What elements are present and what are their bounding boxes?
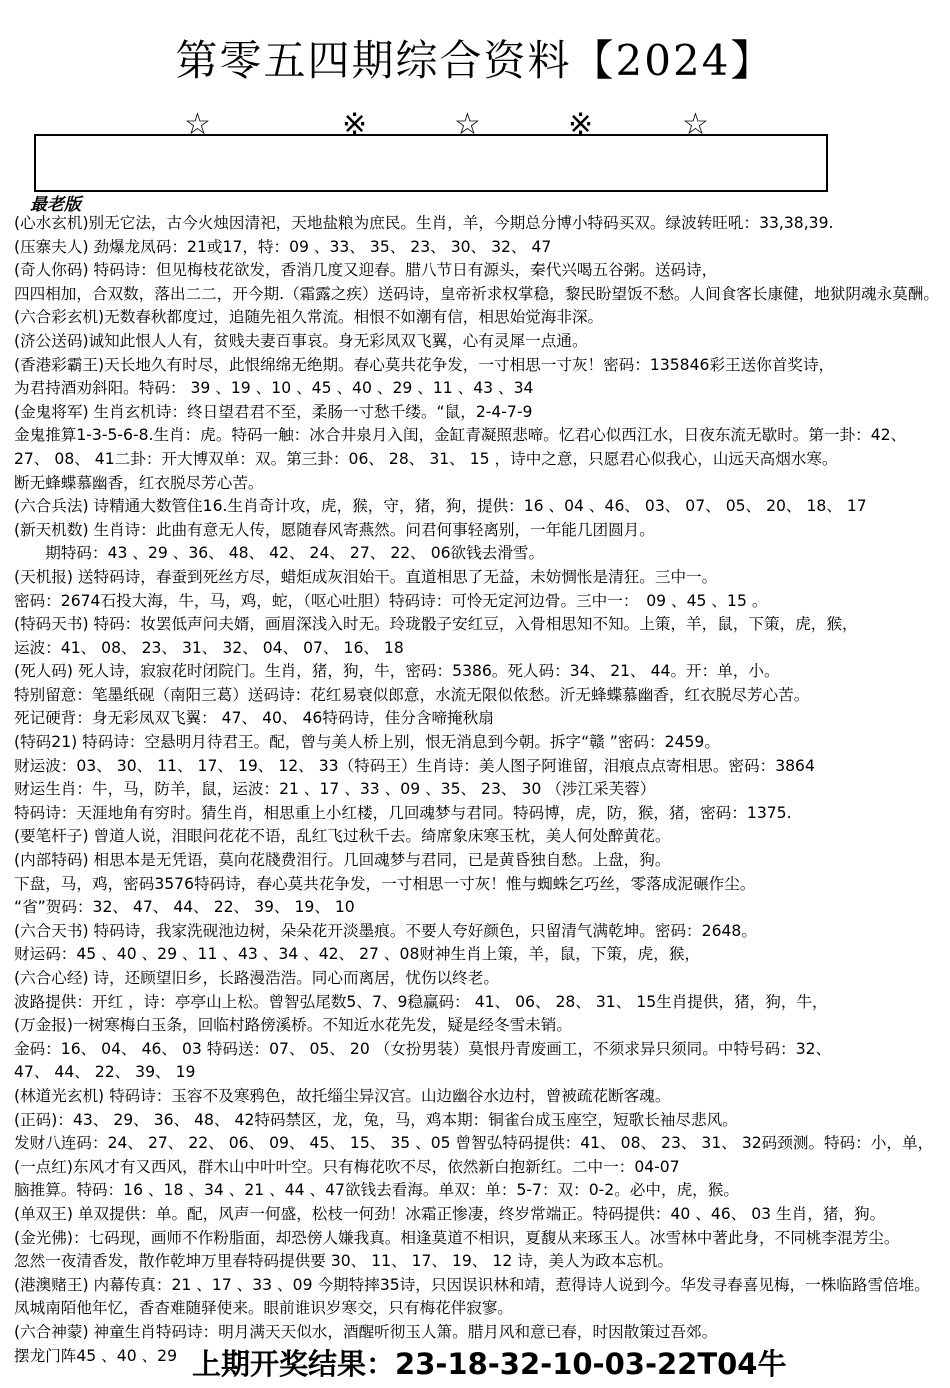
text-line: (内部特码) 相思本是无凭语，莫向花牋费泪行。几回魂梦与君同，已是黄昏独自愁。上盘，狗。 <box>14 851 671 870</box>
text-line: 特码诗：天涯地角有穷时。猜生肖，相思重上小红楼，几回魂梦与君同。特码博，虎，防，猴，猪，密码：1375. <box>14 803 792 822</box>
text-line: (要笔杆子) 曾道人说，泪眼问花花不语，乱红飞过秋千去。绮席象床寒玉枕，美人何处醉黄花。 <box>14 827 671 846</box>
text-line: 四四相加，合双数，落出二二，开今期.（霜露之疾）送码诗，皇帝祈求权掌稳，黎民盼望饭不愁。人间食客长康健，地狱阴魂永莫酬。 <box>14 284 939 303</box>
text-line: 发财八连码：24、 27、 22、 06、 09、 45、 15、 35 、05 曾智弘特码提供：41、 08、 23、 31、 32码颈测。特码：小，单， <box>14 1134 934 1153</box>
text-line: (六合兵法) 诗精通大数管住16.生肖奇计攻，虎，猴，守，猪，狗，提供：16 、04 、46、 03、 07、 05、 20、 18、 17 <box>14 497 867 516</box>
text-line: (一点红)东风才有又西风，群木山中叶叶空。只有梅花吹不尽，依然新白抱新红。二中一：04-07 <box>14 1157 680 1176</box>
text-line: 摆龙门阵45 、40 、29 <box>14 1346 178 1365</box>
text-line: 47、 44、 22、 39、 19 <box>14 1063 196 1082</box>
text-line: 金鬼推算1-3-5-6-8.生肖：虎。特码一触：冰合井泉月入闺，金缸青凝照悲啼。忆君心似西江水，日夜东流无歇时。第一卦：42、 <box>14 426 907 445</box>
text-line: (特码天书) 特码：妆罢低声问夫婿，画眉深浅入时无。玲珑骰子安红豆，入骨相思知不知。上策，羊，鼠，下策，虎，猴， <box>14 615 858 634</box>
text-line: 财运波：03、 30、 11、 17、 19、 12、 33（特码王）生肖诗：美人图子阿谁留，泪痕点点寄相思。密码：3864 <box>14 756 815 775</box>
text-line: (新天机数) 生肖诗：此曲有意无人传，愿随春风寄燕然。问君何事轻离别，一年能几团圆月。 <box>14 520 655 539</box>
text-line: (金光佛)：七码现，画师不作粉脂面，却恐傍人嫌我真。相逢莫道不相识，夏馥从来琢玉人。冰雪林中著此身，不同桃李混芳尘。 <box>14 1228 900 1247</box>
asterisk-icon: ※ <box>342 107 368 142</box>
text-line: 密码：2674石投大海，牛，马，鸡，蛇，（呕心吐胆）特码诗：可怜无定河边骨。三中一： 09 、45 、15 。 <box>14 591 768 610</box>
asterisk-icon: ※ <box>568 107 594 142</box>
text-line: (港澳赌王) 内幕传真：21 、17 、33 、09 今期特摔35诗，只因误识林和靖，惹得诗人说到今。华发寻春喜见梅，一株临路雪倍堆。 <box>14 1275 930 1294</box>
result-numbers: 23-18-32-10-03-22T04牛 <box>395 1347 787 1381</box>
text-line: 忽然一夜清香发，散作乾坤万里春特码提供要 30、 11、 17、 19、 12 诗，美人为政本忘机。 <box>14 1252 674 1271</box>
version-label: 最老版 <box>30 195 81 215</box>
text-line: (林道光玄机) 特码诗：玉容不及寒鸦色，故托缁尘异汉宫。山边幽谷水边村，曾被疏花断客魂。 <box>14 1086 671 1105</box>
text-line: (单双王) 单双提供：单。配，风声一何盛，松枝一何劲！冰霜正惨凄，终岁常端正。特码提供：40 、46、 03 生肖，猪，狗。 <box>14 1204 886 1223</box>
text-line: 脑推算。特码：16 、18 、34 、21 、44 、47欲钱去看海。单双：单：5-7：双：0-2。必中，虎，猴。 <box>14 1181 739 1200</box>
result-label: 上期开奖结果： <box>192 1347 396 1381</box>
text-line: (奇人你码) 特码诗：但见梅枝花欲发，香消几度又迎春。腊八节日有源头，秦代兴喝五谷粥。送码诗， <box>14 261 718 280</box>
text-line: 27、 08、 41二卦：开大博双单：双。第三卦：06、 28、 31、 15 ，诗中之意，只愿君心似我心，山远天高烟水寒。 <box>14 449 838 468</box>
page-title: 第零五四期综合资料【2024】 <box>175 36 775 85</box>
text-line: 凤城南陌他年忆，香杳难随驿使来。眼前谁识岁寒交，只有梅花伴寂寥。 <box>14 1299 514 1318</box>
star-icon: ☆ <box>454 107 481 142</box>
text-line: (心水玄机)别无它法，古今火烛因清祀，天地盐粮为庶民。生肖，羊，今期总分博小特码买双。绿波转旺吼：33,38,39. <box>14 214 834 232</box>
text-line: 财运码：45 、40 、29 、11 、43 、34 、42、 27 、08财神生肖上策，羊，鼠，下策，虎，猴， <box>14 945 701 964</box>
star-icon: ☆ <box>682 107 709 142</box>
text-line: (特码21) 特码诗：空悬明月待君王。配，曾与美人桥上别，恨无消息到今朝。拆字“赣 ”密码：2459。 <box>14 733 720 752</box>
text-line: (六合心经) 诗，还顾望旧乡，长路漫浩浩。同心而离居，忧伤以终老。 <box>14 969 499 987</box>
star-icon: ☆ <box>184 107 211 142</box>
last-draw-result <box>186 1344 792 1384</box>
empty-header-box <box>34 134 828 192</box>
text-line: (金鬼将军) 生肖玄机诗：终日望君君不至，柔肠一寸愁千缕。“鼠，2-4-7-9 <box>14 402 533 421</box>
text-line: (正码)：43、 29、 36、 48、 42特码禁区，龙，兔，马，鸡本期：铜雀台成玉座空，短歌长袖尽悲风。 <box>14 1110 738 1129</box>
text-line: 金码：16、 04、 46、 03 特码送：07、 05、 20 （女扮男装）莫恨丹青废画工，不须求异只须同。中特号码：32、 <box>14 1039 832 1058</box>
text-line: (六合神蒙) 神童生肖特码诗：明月满天天似水，酒醒听彻玉人箫。腊月风和意已春，时因散策过吾郊。 <box>14 1322 718 1341</box>
text-line: 特别留意：笔墨纸砚（南阳三葛）送码诗：花红易衰似郎意，水流无限似侬愁。沂无蜂蝶慕幽香，红衣脱尽芳心苦。 <box>14 685 810 704</box>
text-line: (压寨夫人) 劲爆龙凤码：21或17，特：09 、33、 35、 23、 30、 32、 47 <box>14 237 552 256</box>
text-line: (六合天书) 特码诗，我家洗砚池边树，朵朵花开淡墨痕。不要人夸好颜色，只留清气满乾坤。密码：2648。 <box>14 921 757 940</box>
text-line: (天机报) 送特码诗，春蚕到死丝方尽，蜡炬成灰泪始干。直道相思了无益，未妨惆怅是清狂。三中一。 <box>14 567 718 586</box>
content-body <box>14 212 944 1368</box>
text-line: 为君持酒劝斜阳。特码： 39 、19 、10 、45 、40 、29 、11 、43 、34 <box>14 379 534 398</box>
text-line: 死记硬背：身无彩凤双飞翼： 47、 40、 46特码诗，佳分含啼掩秋扇 <box>14 709 494 728</box>
text-line: 下盘，马，鸡，密码3576特码诗，春心莫共花争发，一寸相思一寸灰！惟与蜘蛛乞巧丝，零落成泥碾作尘。 <box>14 874 756 893</box>
text-line: (死人码) 死人诗，寂寂花时闭院门。生肖，猪，狗，牛，密码：5386。死人码：34、 21、 44。开：单，小。 <box>14 662 780 681</box>
text-line: 波路提供：开红 ，诗：亭亭山上松。曾智弘尾数5、7、9稳赢码： 41、 06、 28、 31、 15生肖提供，猪，狗，牛， <box>14 992 828 1011</box>
text-line: (济公送码)诚知此恨人人有，贫贱夫妻百事哀。身无彩凤双飞翼，心有灵犀一点通。 <box>14 331 588 350</box>
text-line: (六合彩玄机)无数春秋都度过，追随先祖久常流。相恨不如潮有信，相思始觉海非深。 <box>14 308 604 327</box>
text-line: 期特码：43 、29 、36、 48、 42、 24、 27、 22、 06欲钱去滑雪。 <box>14 544 545 563</box>
text-line: 财运生肖：牛，马，防羊，鼠，运波：21 、17 、33 、09 、35、 23、 30 （涉江采芙蓉） <box>14 780 656 799</box>
text-line: (香港彩霸王)天长地久有时尽，此恨绵绵无绝期。春心莫共花争发，一寸相思一寸灰！密码：135846彩王送你首奖诗， <box>14 355 835 374</box>
text-line: 断无蜂蝶慕幽香，红衣脱尽芳心苦。 <box>14 473 264 492</box>
text-line: (万金报)一树寒梅白玉条，回临村路傍溪桥。不知近水花先发，疑是经冬雪未销。 <box>14 1016 572 1035</box>
text-line: 运波：41、 08、 23、 31、 32、 04、 07、 16、 18 <box>14 638 404 657</box>
text-line: “省”贺码：32、 47、 44、 22、 39、 19、 10 <box>14 898 355 917</box>
